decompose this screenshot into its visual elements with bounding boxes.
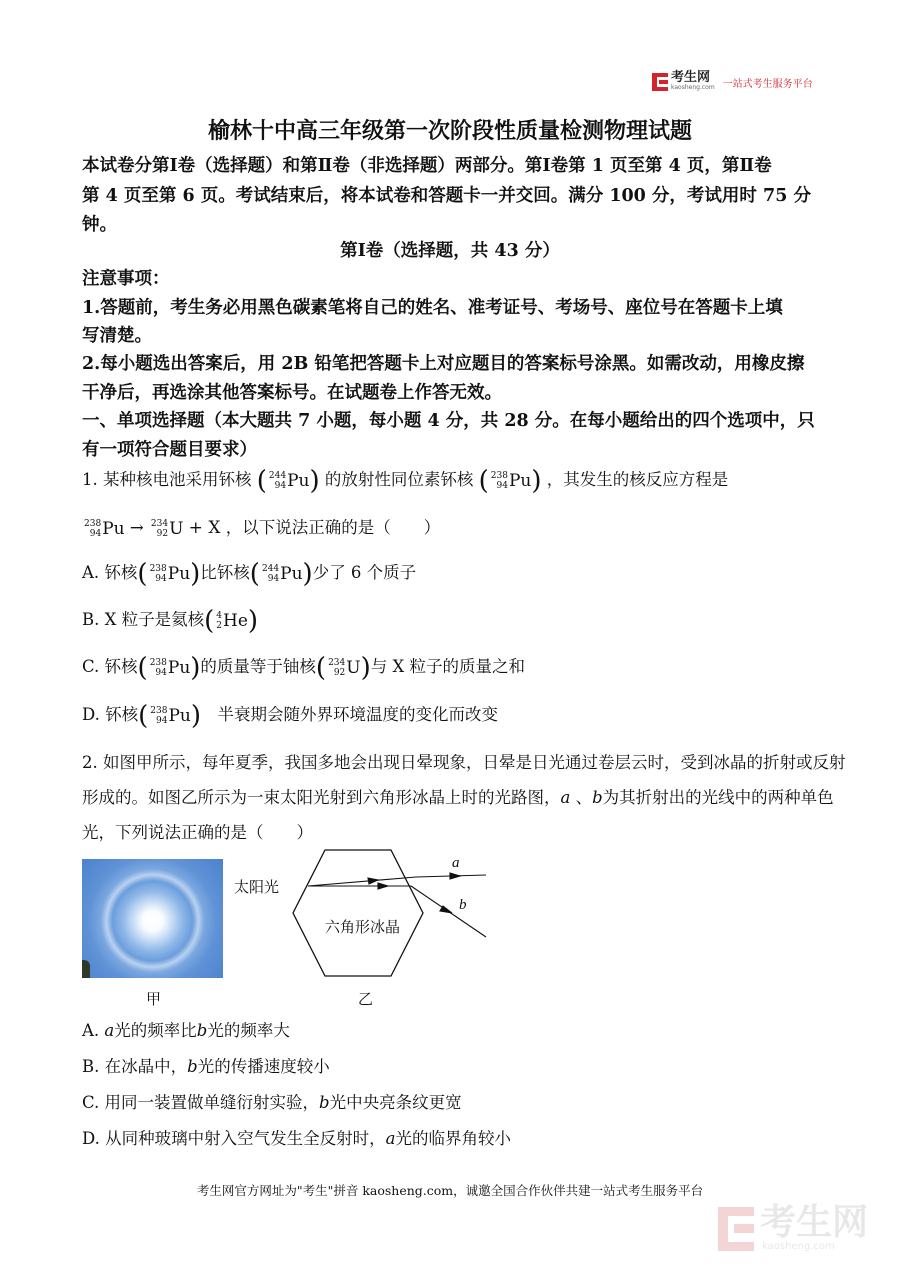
q1-stem: 1. 某种核电池采用钚核 ( 244 94 Pu ) 的放射性同位素钚核 ( 238 94 Pu ) ，其发生的核反应方程是	[82, 465, 729, 496]
note-line-4: 干净后，再选涂其他答案标号。在试题卷上作答无效。	[82, 383, 502, 403]
watermark-name: 考生网	[760, 1202, 869, 1243]
header-logo	[652, 72, 813, 92]
q1-equation: 238 94 Pu → 234 92 U + X ，以下说法正确的是（ ）	[84, 518, 441, 539]
refracted-ray-a	[308, 877, 416, 886]
hexagon-crystal	[293, 850, 423, 976]
q2-option-b: B. 在冰晶中，b光的传播速度较小	[82, 1057, 330, 1076]
footer-text: 考生网官方网址为"考生"拼音 kaosheng.com，诚邀全国合作伙伴共建一站式考生服务平台	[196, 1183, 704, 1198]
tree-silhouette	[82, 960, 90, 978]
section1-title: 第Ⅰ卷（选择题，共 43 分）	[340, 241, 560, 261]
q1-option-d: D. 钚核 ( 238 94 Pu ) 半衰期会随外界环境温度的变化而改变	[82, 700, 499, 731]
incident-arrow	[378, 883, 388, 889]
watermark	[718, 1202, 869, 1252]
figure-b-caption: 乙	[358, 990, 374, 1008]
watermark-logo-icon	[718, 1207, 754, 1251]
note-line-1: 1.答题前，考生务必用黑色碳素笔将自己的姓名、准考证号、考场号、座位号在答题卡上填	[82, 298, 783, 318]
q2-stem-1: 2. 如图甲所示，每年夏季，我国多地会出现日晕现象，日晕是日光通过卷层云时，受到冰晶的折射或反射	[82, 753, 846, 772]
q2-option-d: D. 从同种玻璃中射入空气发生全反射时，a光的临界角较小	[82, 1129, 511, 1148]
logo-slogan: 一站式考生服务平台	[722, 78, 813, 90]
q2-option-a: A. a光的频率比b光的频率大	[82, 1021, 290, 1040]
logo-url: kaosheng.com	[671, 84, 715, 91]
exit-arrow-a	[450, 873, 460, 879]
intro-line-1: 本试卷分第Ⅰ卷（选择题）和第Ⅱ卷（非选择题）两部分。第Ⅰ卷第 1 页至第 4 页，第Ⅱ卷	[82, 156, 772, 176]
refracted-arrow-a	[368, 878, 378, 884]
part1-heading-2: 有一项符合题目要求）	[82, 440, 257, 460]
watermark-url: kaosheng.com	[762, 1241, 835, 1252]
crystal-diagram	[228, 845, 498, 985]
q2-stem-2: 形成的。如图乙所示为一束太阳光射到六角形冰晶上时的光路图，a 、b为其折射出的光线中的两种单色	[82, 788, 834, 807]
sunlight-label: 太阳光	[234, 880, 280, 896]
notes-title: 注意事项：	[82, 269, 170, 289]
kaosheng-logo-icon	[652, 73, 668, 91]
q2-stem-3: 光，下列说法正确的是（ ）	[82, 823, 313, 842]
q1-option-c: C. 钚核 ( 238 94 Pu ) 的质量等于铀核 ( 234 92 U ) 与 X 粒子的质量之和	[82, 652, 525, 683]
note-line-3: 2.每小题选出答案后，用 2B 铅笔把答题卡上对应题目的答案标号涂黑。如需改动，用橡皮擦	[82, 354, 805, 374]
q2-option-c: C. 用同一装置做单缝衍射实验，b光中央亮条纹更宽	[82, 1093, 462, 1112]
logo-name: 考生网	[671, 70, 711, 85]
ray-b-label: b	[459, 897, 467, 913]
q1-option-a: A. 钚核 ( 238 94 Pu ) 比钚核 ( 244 94 Pu ) 少了 6 个质子	[82, 558, 417, 589]
exit-arrow-b	[440, 906, 452, 913]
halo-photo	[82, 859, 223, 978]
ray-a-label: a	[452, 855, 460, 871]
nuclide-pu244: ( 244 94 Pu )	[256, 465, 320, 496]
crystal-label: 六角形冰晶	[325, 920, 401, 936]
part1-heading-1: 一、单项选择题（本大题共 7 小题，每小题 4 分，共 28 分。在每小题给出的四个选项中，只	[82, 411, 815, 431]
nuclide-pu238: ( 238 94 Pu )	[478, 465, 542, 496]
note-line-2: 写清楚。	[82, 326, 152, 346]
q1-option-b: B. X 粒子是氦核 ( 4 2 He )	[82, 605, 259, 636]
figure-a-caption: 甲	[146, 990, 162, 1008]
page-title: 榆林十中高三年级第一次阶段性质量检测物理试题	[207, 118, 692, 144]
intro-line-2: 第 4 页至第 6 页。考试结束后，将本试卷和答题卡一并交回。满分 100 分，考试用时 75 分	[82, 186, 811, 206]
intro-line-3: 钟。	[82, 215, 117, 235]
